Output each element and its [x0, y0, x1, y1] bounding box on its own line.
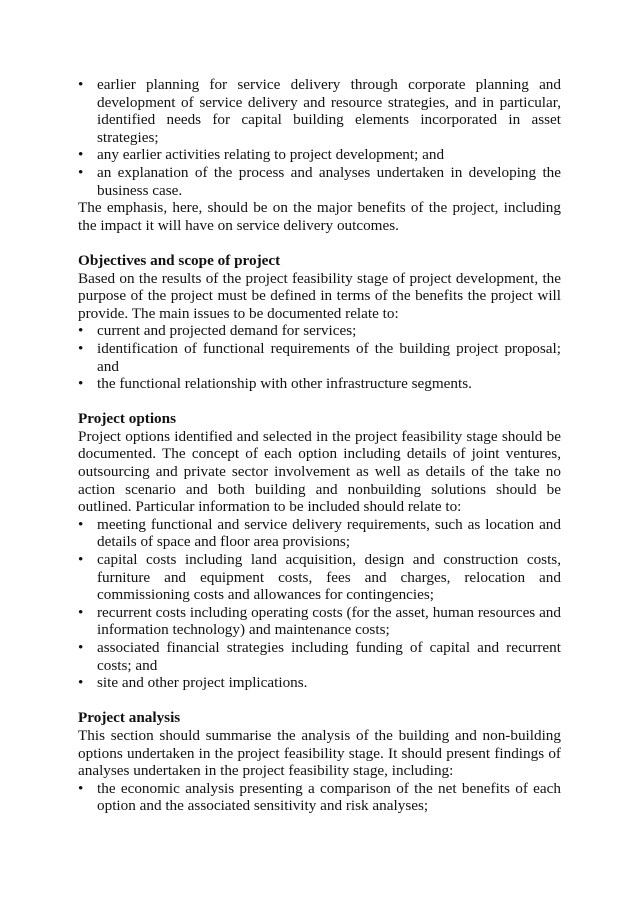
analysis-heading: Project analysis — [78, 709, 181, 727]
bullet-icon — [78, 164, 88, 182]
list-item: • current and projected demand for services; — [78, 322, 561, 340]
analysis-paragraph: This section should summarise the analysis of the building and non-building options undertaken in the project feasibility stage. It should present findings of analyses undertaken in the project feasibility stage, including: — [78, 726, 561, 780]
bullet-icon — [78, 76, 88, 94]
options-heading: Project options — [78, 410, 176, 428]
bullet-icon — [78, 780, 88, 798]
objectives-heading: Objectives and scope of project — [78, 251, 281, 269]
intro-paragraph: The emphasis, here, should be on the major benefits of the project, including the impact it will have on service delivery outcomes. — [78, 199, 561, 234]
bullet-icon — [78, 322, 88, 340]
bullet-icon — [78, 340, 88, 358]
analysis-bullet-list — [78, 780, 561, 815]
list-item: • identification of functional requirements of the building project proposal; and — [78, 340, 561, 375]
list-item: • site and other project implications. — [78, 674, 561, 692]
objectives-bullet-list — [78, 322, 561, 392]
bullet-icon — [78, 674, 88, 692]
list-item: • any earlier activities relating to project development; and — [78, 146, 561, 164]
options-bullet-list — [78, 516, 561, 692]
bullet-icon — [78, 375, 88, 393]
list-item: • recurrent costs including operating costs (for the asset, human resources and information technology) and maintenance costs; — [78, 604, 561, 639]
list-item: • capital costs including land acquisition, design and construction costs, furniture and equipment costs, fees and charges, relocation and commissioning costs and allowances for contingencies; — [78, 551, 561, 604]
bullet-icon — [78, 146, 88, 164]
document-page — [78, 76, 561, 815]
bullet-icon — [78, 604, 88, 622]
intro-bullet-list — [78, 76, 561, 199]
list-item: • meeting functional and service delivery requirements, such as location and details of space and floor area provisions; — [78, 516, 561, 551]
list-item: • earlier planning for service delivery through corporate planning and development of service delivery and resource strategies, and in particular, identified needs for capital building elements incorporated in asset strategies; — [78, 76, 561, 146]
bullet-icon — [78, 551, 88, 569]
list-item: • the economic analysis presenting a comparison of the net benefits of each option and the associated sensitivity and risk analyses; — [78, 780, 561, 815]
list-item: • the functional relationship with other infrastructure segments. — [78, 375, 561, 393]
options-paragraph: Project options identified and selected in the project feasibility stage should be documented. The concept of each option including details of joint ventures, outsourcing and private sector involvement as well as details of the take no action scenario and both building and nonbuilding solutions should be outlined. Particular information to be included should relate to: — [78, 427, 561, 516]
objectives-paragraph: Based on the results of the project feasibility stage of project development, the purpose of the project must be defined in terms of the benefits the project will provide. The main issues to be documented relate to: — [78, 269, 561, 322]
list-item: • an explanation of the process and analyses undertaken in developing the business case. — [78, 164, 561, 199]
bullet-icon — [78, 639, 88, 657]
bullet-icon — [78, 516, 88, 534]
list-item: • associated financial strategies including funding of capital and recurrent costs; and — [78, 639, 561, 674]
